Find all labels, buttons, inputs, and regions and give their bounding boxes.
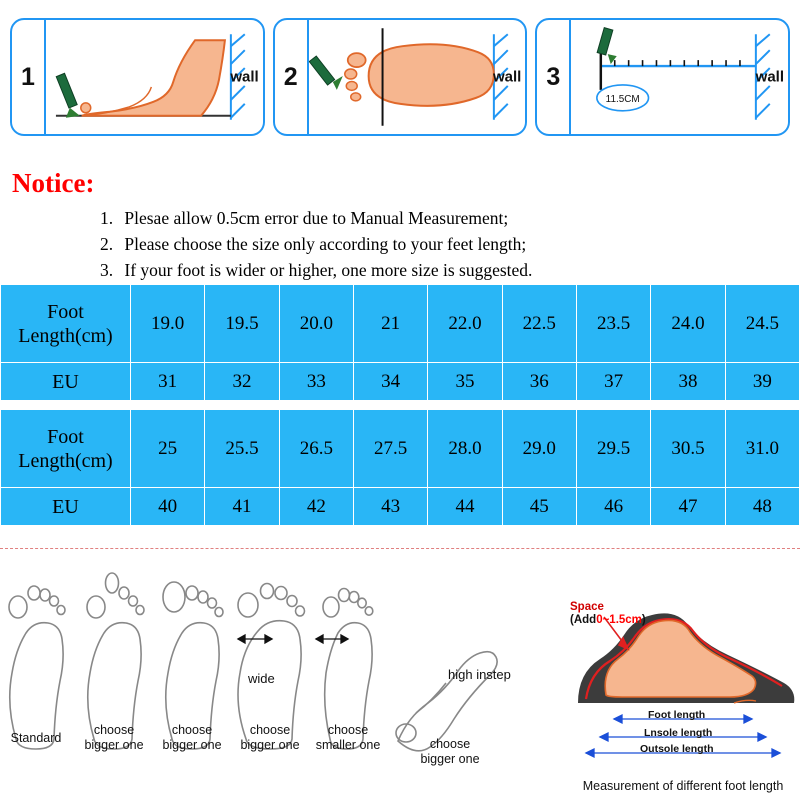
- table-row: [1, 410, 800, 488]
- size-table-kids: [0, 284, 800, 401]
- space-add-close: ): [641, 614, 646, 626]
- notice-item-2-text: Please choose the size only according to your feet length;: [124, 234, 527, 254]
- notice-item-3-index: 3.: [100, 260, 114, 280]
- foot-length-cell: 30.5: [651, 410, 725, 488]
- eu-cell: 44: [428, 488, 502, 526]
- eu-cell: 43: [353, 488, 427, 526]
- eu-cell: 41: [205, 488, 279, 526]
- foot-shape-guide: [0, 548, 800, 800]
- row-label-foot-line2: Length(cm): [18, 324, 113, 347]
- notice-list: [100, 205, 740, 283]
- eu-cell: 36: [502, 363, 576, 401]
- foot-type-caption-6: choose bigger one: [420, 737, 480, 766]
- foot-length-cell: 26.5: [279, 410, 353, 488]
- step-panel-2: [273, 18, 528, 136]
- space-label: [570, 601, 646, 627]
- eu-cell: 33: [279, 363, 353, 401]
- space-range-text: 0~1.5cm: [596, 614, 642, 626]
- eu-cell: 42: [279, 488, 353, 526]
- eu-cell: 39: [725, 363, 799, 401]
- eu-cell: 48: [725, 488, 799, 526]
- table-row: [1, 488, 800, 526]
- foot-length-cell: 31.0: [725, 410, 799, 488]
- notice-item-2-index: 2.: [100, 234, 114, 254]
- notice-item-1-text: Plesae allow 0.5cm error due to Manual Measurement;: [124, 208, 509, 228]
- dimension-label-foot-length: Foot length: [648, 709, 706, 721]
- foot-type-caption-4: choose bigger one: [240, 723, 300, 752]
- foot-outline-row: [0, 553, 566, 800]
- measure-steps: [10, 18, 790, 136]
- wall-label-1: wall: [230, 68, 259, 86]
- notice-item-3: [100, 257, 740, 283]
- step-number-1: 1: [12, 20, 46, 134]
- eu-cell: 31: [131, 363, 205, 401]
- foot-length-cell: 27.5: [353, 410, 427, 488]
- foot-length-cell: 21: [353, 285, 427, 363]
- row-label-foot-length-2: [1, 410, 131, 488]
- row-label-foot-line1: Foot: [47, 425, 84, 448]
- annotation-wide: wide: [248, 671, 275, 686]
- notice-item-1: [100, 205, 740, 231]
- size-tables: [0, 284, 800, 526]
- foot-length-cell: 22.0: [428, 285, 502, 363]
- foot-length-cell: 20.0: [279, 285, 353, 363]
- foot-length-cell: 24.5: [725, 285, 799, 363]
- foot-length-cell: 22.5: [502, 285, 576, 363]
- eu-cell: 37: [576, 363, 650, 401]
- wall-label-2: wall: [492, 68, 522, 86]
- foot-length-cell: 29.5: [576, 410, 650, 488]
- foot-length-cell: 25: [131, 410, 205, 488]
- eu-cell: 47: [651, 488, 725, 526]
- eu-cell: 40: [131, 488, 205, 526]
- notice-title: Notice:: [12, 168, 95, 198]
- foot-length-cell: 19.5: [205, 285, 279, 363]
- step-number-2: 2: [275, 20, 309, 134]
- row-label-eu-1: EU: [1, 363, 131, 401]
- row-label-foot-line2: Length(cm): [18, 449, 113, 472]
- foot-length-cell: 24.0: [651, 285, 725, 363]
- dimension-label-outsole-length: Outsole length: [640, 743, 714, 755]
- eu-cell: 46: [576, 488, 650, 526]
- row-label-eu-2: EU: [1, 488, 131, 526]
- row-label-foot-line1: Foot: [47, 300, 84, 323]
- foot-type-caption-2: choose bigger one: [84, 723, 144, 752]
- space-add-text: (Add: [570, 614, 597, 626]
- step-3-measure-value: 11.5CM: [606, 93, 641, 105]
- foot-type-caption-5: choose smaller one: [315, 723, 381, 752]
- notice-item-1-index: 1.: [100, 208, 114, 228]
- dimension-label-insole-length: Lnsole length: [644, 727, 713, 739]
- notice-item-2: [100, 231, 740, 257]
- measurement-diagram: [566, 553, 800, 800]
- wall-label-3: wall: [755, 68, 785, 86]
- foot-type-caption-3: choose bigger one: [162, 723, 222, 752]
- measurement-caption: Measurement of different foot length: [582, 779, 784, 793]
- foot-length-cell: 19.0: [131, 285, 205, 363]
- foot-type-caption-1: Standard: [10, 731, 62, 745]
- eu-cell: 32: [205, 363, 279, 401]
- foot-length-cell: 29.0: [502, 410, 576, 488]
- row-label-foot-length-1: [1, 285, 131, 363]
- step-panel-3: [535, 18, 790, 136]
- eu-cell: 38: [651, 363, 725, 401]
- notice-item-3-text: If your foot is wider or higher, one more size is suggested.: [124, 260, 533, 280]
- eu-cell: 45: [502, 488, 576, 526]
- foot-length-cell: 28.0: [428, 410, 502, 488]
- size-table-adults: [0, 409, 800, 526]
- table-separator: [0, 401, 800, 409]
- step-number-3: 3: [537, 20, 571, 134]
- step-panel-1: [10, 18, 265, 136]
- annotation-high-instep: high instep: [448, 667, 511, 682]
- foot-length-cell: 23.5: [576, 285, 650, 363]
- table-row: [1, 363, 800, 401]
- eu-cell: 35: [428, 363, 502, 401]
- eu-cell: 34: [353, 363, 427, 401]
- foot-length-cell: 25.5: [205, 410, 279, 488]
- space-label-text: Space: [570, 601, 604, 613]
- table-row: [1, 285, 800, 363]
